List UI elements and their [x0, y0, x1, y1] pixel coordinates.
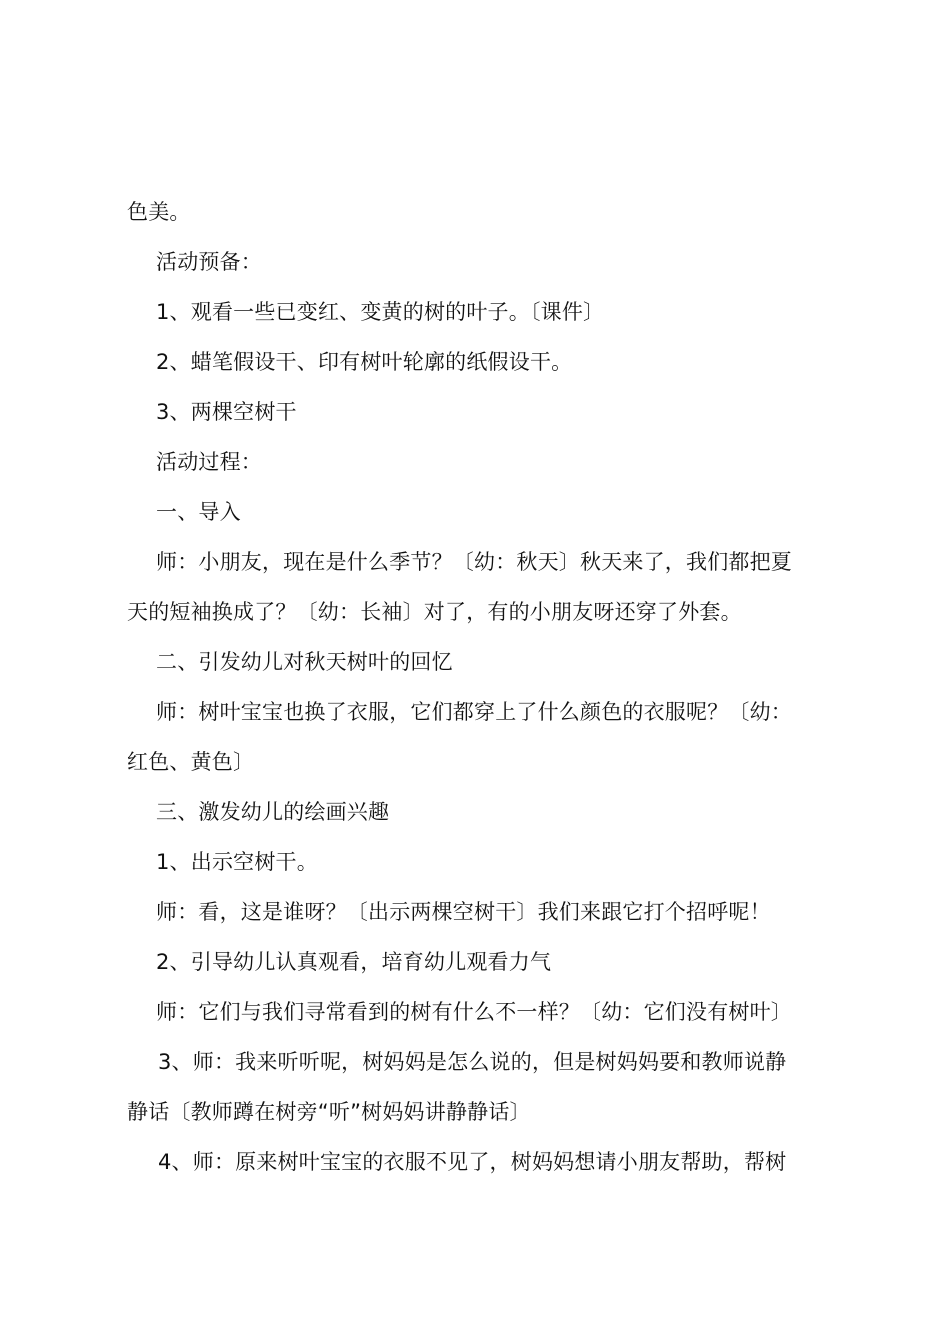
section-heading: 活动过程：: [156, 450, 262, 474]
paragraph-line: 师：小朋友，现在是什么季节？〔幼：秋天〕秋天来了，我们都把夏: [156, 550, 792, 574]
list-item: 1、出示空树干。: [156, 850, 318, 874]
list-item: 3、两棵空树干: [156, 400, 297, 424]
paragraph-line: 师：树叶宝宝也换了衣服，它们都穿上了什么颜色的衣服呢？〔幼：: [156, 700, 792, 724]
list-item: 2、蜡笔假设干、印有树叶轮廓的纸假设干。: [156, 350, 573, 374]
text-line: 色美。: [127, 200, 191, 224]
paragraph-line: 4、师：原来树叶宝宝的衣服不见了，树妈妈想请小朋友帮助，帮树: [158, 1150, 787, 1174]
paragraph-line: 师：它们与我们寻常看到的树有什么不一样？〔幼：它们没有树叶〕: [156, 1000, 792, 1024]
paragraph-line: 红色、黄色〕: [127, 750, 255, 774]
paragraph-line: 静话〔教师蹲在树旁“听”树妈妈讲静静话〕: [127, 1100, 531, 1124]
paragraph-line: 3、师：我来听听呢，树妈妈是怎么说的，但是树妈妈要和教师说静: [158, 1050, 787, 1074]
paragraph-line: 天的短袖换成了？〔幼：长袖〕对了，有的小朋友呀还穿了外套。: [127, 600, 742, 624]
section-heading: 活动预备：: [156, 250, 262, 274]
list-item: 2、引导幼儿认真观看，培育幼儿观看力气: [156, 950, 552, 974]
list-item: 1、观看一些已变红、变黄的树的叶子。〔课件〕: [156, 300, 605, 324]
section-heading: 一、导入: [156, 500, 241, 524]
section-heading: 二、引发幼儿对秋天树叶的回忆: [156, 650, 453, 674]
section-heading: 三、激发幼儿的绘画兴趣: [156, 800, 390, 824]
paragraph-line: 师：看，这是谁呀？〔出示两棵空树干〕我们来跟它打个招呼呢！: [156, 900, 771, 924]
document-body: [127, 187, 833, 1187]
